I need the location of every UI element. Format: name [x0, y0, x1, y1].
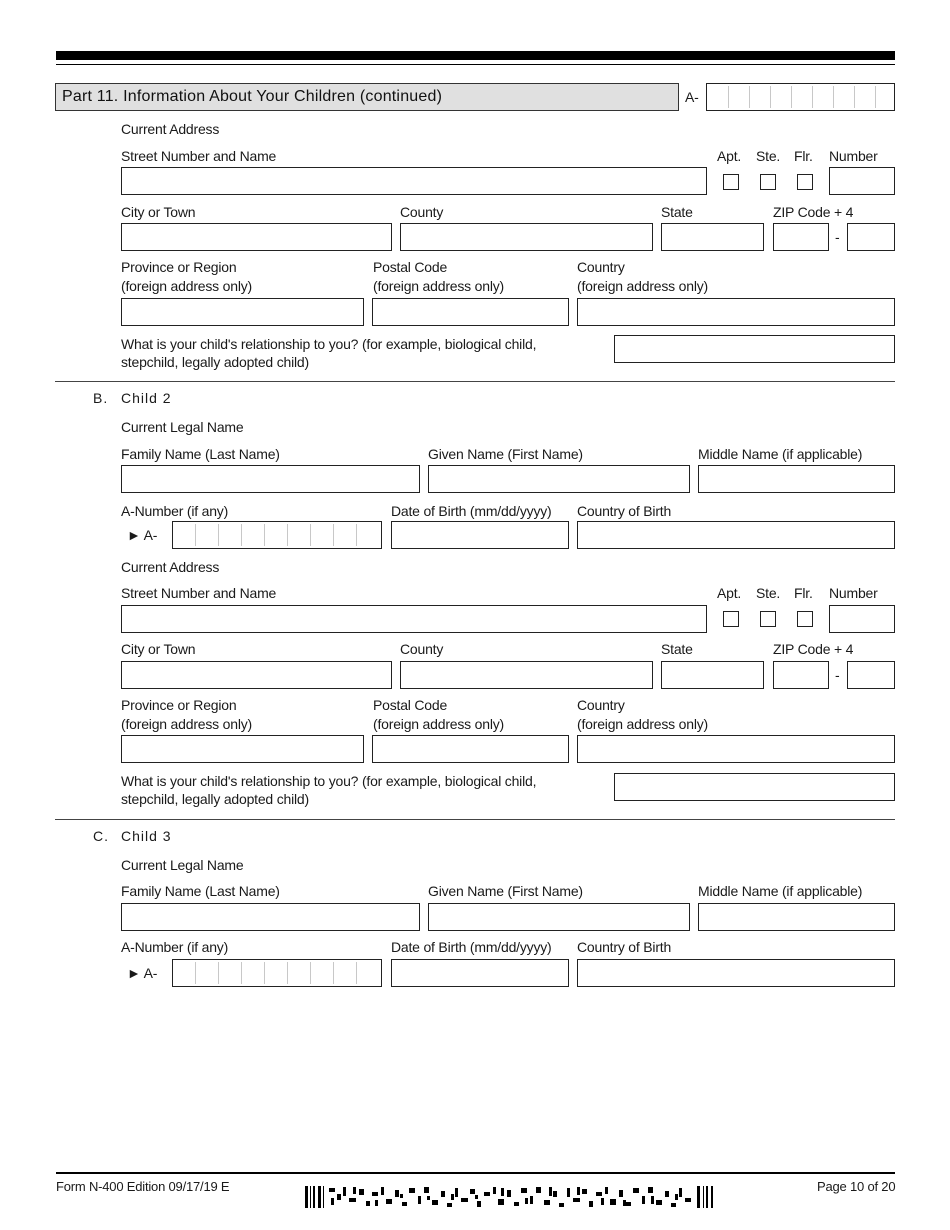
zip-input[interactable] — [773, 661, 829, 689]
given-name-input[interactable] — [428, 903, 690, 931]
zip4-input[interactable] — [847, 223, 895, 251]
state-input[interactable] — [661, 661, 764, 689]
relationship-label-2: stepchild, legally adopted child) — [121, 791, 309, 807]
a-number-prefix-header: A- — [685, 89, 699, 105]
a-number-input[interactable] — [172, 521, 382, 549]
city-label: City or Town — [121, 641, 196, 657]
flr-checkbox[interactable] — [797, 174, 813, 190]
dob-label: Date of Birth (mm/dd/yyyy) — [391, 503, 552, 519]
street-label: Street Number and Name — [121, 148, 277, 164]
middle-name-label: Middle Name (if applicable) — [698, 446, 863, 462]
province-input[interactable] — [121, 298, 364, 326]
given-name-label: Given Name (First Name) — [428, 883, 583, 899]
a-number-label: A-Number (if any) — [121, 939, 229, 955]
province-label-2: (foreign address only) — [121, 716, 252, 732]
street-input[interactable] — [121, 167, 707, 195]
zip-input[interactable] — [773, 223, 829, 251]
postal-label-2: (foreign address only) — [373, 278, 504, 294]
zip-label: ZIP Code + 4 — [773, 204, 854, 220]
flr-checkbox[interactable] — [797, 611, 813, 627]
country-of-birth-label: Country of Birth — [577, 503, 672, 519]
section-b-letter: B. — [93, 390, 109, 406]
part-header — [55, 83, 679, 111]
section-b-title: Child 2 — [121, 390, 172, 406]
current-address-label: Current Address — [121, 559, 220, 575]
country-label-2: (foreign address only) — [577, 716, 708, 732]
given-name-label: Given Name (First Name) — [428, 446, 583, 462]
section-divider — [55, 381, 895, 382]
relationship-label-1: What is your child's relationship to you? (for example, biological child, — [121, 336, 537, 352]
apt-label: Apt. — [717, 148, 742, 164]
barcode-image — [305, 1186, 713, 1208]
ste-checkbox[interactable] — [760, 174, 776, 190]
number-label: Number — [829, 148, 878, 164]
page-number: Page 10 of 20 — [817, 1179, 896, 1194]
street-label: Street Number and Name — [121, 585, 277, 601]
family-name-input[interactable] — [121, 903, 420, 931]
country-of-birth-label: Country of Birth — [577, 939, 672, 955]
number-label: Number — [829, 585, 878, 601]
footer-rule — [56, 1172, 895, 1174]
county-input[interactable] — [400, 661, 653, 689]
apt-label: Apt. — [717, 585, 742, 601]
postal-input[interactable] — [372, 735, 569, 763]
street-input[interactable] — [121, 605, 707, 633]
given-name-input[interactable] — [428, 465, 690, 493]
form-edition: Form N-400 Edition 09/17/19 E — [56, 1179, 230, 1194]
country-label-1: Country — [577, 697, 625, 713]
ste-label: Ste. — [756, 585, 781, 601]
number-input[interactable] — [829, 605, 895, 633]
state-input[interactable] — [661, 223, 764, 251]
current-legal-name-label: Current Legal Name — [121, 419, 244, 435]
apt-checkbox[interactable] — [723, 174, 739, 190]
dob-input[interactable] — [391, 521, 569, 549]
a-number-label: A-Number (if any) — [121, 503, 229, 519]
flr-label: Flr. — [794, 585, 813, 601]
section-c-title: Child 3 — [121, 828, 172, 844]
country-input[interactable] — [577, 735, 895, 763]
province-label-2: (foreign address only) — [121, 278, 252, 294]
header-a-number-input[interactable] — [706, 83, 895, 111]
flr-label: Flr. — [794, 148, 813, 164]
ste-checkbox[interactable] — [760, 611, 776, 627]
middle-name-input[interactable] — [698, 903, 895, 931]
a-number-prefix: ► A- — [127, 527, 158, 543]
city-label: City or Town — [121, 204, 196, 220]
section-c-letter: C. — [93, 828, 109, 844]
apt-checkbox[interactable] — [723, 611, 739, 627]
county-label: County — [400, 204, 444, 220]
postal-label-2: (foreign address only) — [373, 716, 504, 732]
family-name-input[interactable] — [121, 465, 420, 493]
zip-dash: - — [835, 229, 840, 245]
county-input[interactable] — [400, 223, 653, 251]
postal-input[interactable] — [372, 298, 569, 326]
current-address-label: Current Address — [121, 121, 220, 137]
section-divider — [55, 819, 895, 820]
family-name-label: Family Name (Last Name) — [121, 446, 280, 462]
relationship-label-1: What is your child's relationship to you? (for example, biological child, — [121, 773, 537, 789]
zip-label: ZIP Code + 4 — [773, 641, 854, 657]
family-name-label: Family Name (Last Name) — [121, 883, 280, 899]
ste-label: Ste. — [756, 148, 781, 164]
relationship-input[interactable] — [614, 335, 895, 363]
country-input[interactable] — [577, 298, 895, 326]
dob-input[interactable] — [391, 959, 569, 987]
province-label-1: Province or Region — [121, 259, 237, 275]
top-rule-thick — [56, 51, 895, 60]
part-title: Part 11. Information About Your Children (continued) — [62, 88, 443, 105]
middle-name-label: Middle Name (if applicable) — [698, 883, 863, 899]
current-legal-name-label: Current Legal Name — [121, 857, 244, 873]
city-input[interactable] — [121, 661, 392, 689]
province-label-1: Province or Region — [121, 697, 237, 713]
province-input[interactable] — [121, 735, 364, 763]
country-of-birth-input[interactable] — [577, 521, 895, 549]
state-label: State — [661, 641, 693, 657]
relationship-input[interactable] — [614, 773, 895, 801]
city-input[interactable] — [121, 223, 392, 251]
postal-label-1: Postal Code — [373, 697, 448, 713]
relationship-label-2: stepchild, legally adopted child) — [121, 354, 309, 370]
dob-label: Date of Birth (mm/dd/yyyy) — [391, 939, 552, 955]
number-input[interactable] — [829, 167, 895, 195]
postal-label-1: Postal Code — [373, 259, 448, 275]
top-rule-thin — [56, 64, 895, 65]
zip-dash: - — [835, 667, 840, 683]
zip4-input[interactable] — [847, 661, 895, 689]
a-number-prefix: ► A- — [127, 965, 158, 981]
county-label: County — [400, 641, 444, 657]
a-number-input[interactable] — [172, 959, 382, 987]
country-of-birth-input[interactable] — [577, 959, 895, 987]
country-label-1: Country — [577, 259, 625, 275]
country-label-2: (foreign address only) — [577, 278, 708, 294]
state-label: State — [661, 204, 693, 220]
middle-name-input[interactable] — [698, 465, 895, 493]
